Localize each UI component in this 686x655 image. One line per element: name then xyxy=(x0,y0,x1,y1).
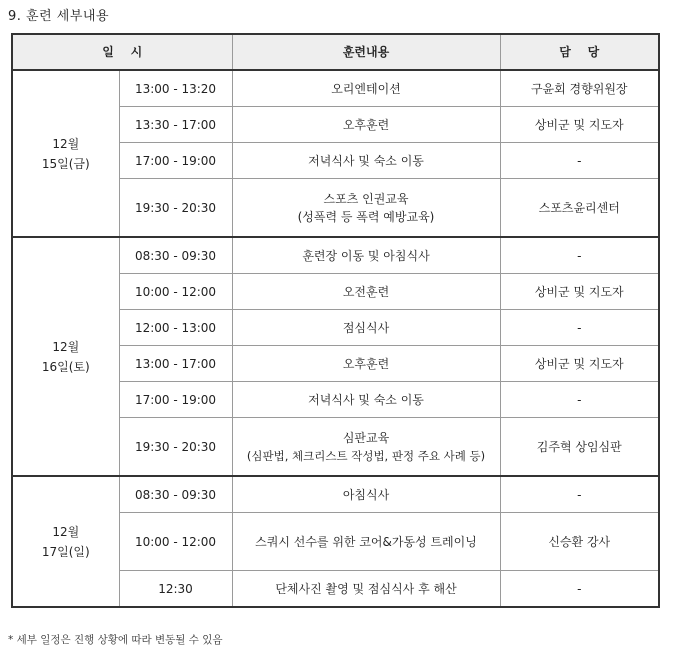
content-subline: (심판법, 체크리스트 작성법, 판정 주요 사례 등) xyxy=(246,448,486,463)
content-cell xyxy=(232,179,500,238)
table-row xyxy=(12,237,659,274)
header-manager: 담 당 xyxy=(500,34,659,70)
content-cell: 오후훈련 xyxy=(232,346,500,382)
content-cell: 단체사진 촬영 및 점심식사 후 해산 xyxy=(232,571,500,608)
content-cell: 훈련장 이동 및 아침식사 xyxy=(232,237,500,274)
content-cell: 아침식사 xyxy=(232,476,500,513)
section-title: 9. 훈련 세부내용 xyxy=(8,9,110,24)
content-cell: 오전훈련 xyxy=(232,274,500,310)
manager-cell: 구윤회 경향위원장 xyxy=(500,70,659,107)
content-cell: 오후훈련 xyxy=(232,107,500,143)
content-cell: 저녁식사 및 숙소 이동 xyxy=(232,382,500,418)
content-line: 심판교육 xyxy=(342,430,390,445)
time-cell: 17:00 - 19:00 xyxy=(119,382,232,418)
schedule-table xyxy=(11,33,660,608)
date-cell xyxy=(12,70,119,237)
manager-cell: - xyxy=(500,143,659,179)
content-subline: (성폭력 등 폭력 예방교육) xyxy=(297,209,435,224)
time-cell: 08:30 - 09:30 xyxy=(119,237,232,274)
content-cell xyxy=(232,418,500,477)
date-day: 15일(금) xyxy=(41,156,90,171)
manager-cell: - xyxy=(500,571,659,608)
content-cell: 오리엔테이션 xyxy=(232,70,500,107)
footnote: * 세부 일정은 진행 상황에 따라 변동될 수 있음 xyxy=(8,634,223,646)
time-cell: 13:00 - 13:20 xyxy=(119,70,232,107)
content-cell: 스쿼시 선수를 위한 코어&가동성 트레이닝 xyxy=(232,513,500,571)
date-cell xyxy=(12,476,119,607)
manager-cell: 상비군 및 지도자 xyxy=(500,274,659,310)
manager-cell: 상비군 및 지도자 xyxy=(500,346,659,382)
content-line: 스포츠 인권교육 xyxy=(323,191,409,206)
time-cell: 12:00 - 13:00 xyxy=(119,310,232,346)
date-month: 12월 xyxy=(52,136,80,151)
time-cell: 12:30 xyxy=(119,571,232,608)
date-cell xyxy=(12,237,119,476)
time-cell: 10:00 - 12:00 xyxy=(119,513,232,571)
content-cell: 점심식사 xyxy=(232,310,500,346)
manager-cell: - xyxy=(500,237,659,274)
date-day: 17일(일) xyxy=(41,544,90,559)
header-content: 훈련내용 xyxy=(232,34,500,70)
manager-cell: - xyxy=(500,310,659,346)
time-cell: 13:30 - 17:00 xyxy=(119,107,232,143)
date-day: 16일(토) xyxy=(41,359,90,374)
header-date: 일 시 xyxy=(12,34,232,70)
content-cell: 저녁식사 및 숙소 이동 xyxy=(232,143,500,179)
manager-cell: 상비군 및 지도자 xyxy=(500,107,659,143)
date-month: 12월 xyxy=(52,524,80,539)
manager-cell: 신승환 강사 xyxy=(500,513,659,571)
table-row xyxy=(12,70,659,107)
time-cell: 13:00 - 17:00 xyxy=(119,346,232,382)
time-cell: 17:00 - 19:00 xyxy=(119,143,232,179)
table-row xyxy=(12,476,659,513)
time-cell: 08:30 - 09:30 xyxy=(119,476,232,513)
date-month: 12월 xyxy=(52,339,80,354)
manager-cell: 김주혁 상임심판 xyxy=(500,418,659,477)
manager-cell: 스포츠윤리센터 xyxy=(500,179,659,238)
time-cell: 19:30 - 20:30 xyxy=(119,418,232,477)
time-cell: 19:30 - 20:30 xyxy=(119,179,232,238)
manager-cell: - xyxy=(500,476,659,513)
time-cell: 10:00 - 12:00 xyxy=(119,274,232,310)
manager-cell: - xyxy=(500,382,659,418)
header-row xyxy=(12,34,659,70)
